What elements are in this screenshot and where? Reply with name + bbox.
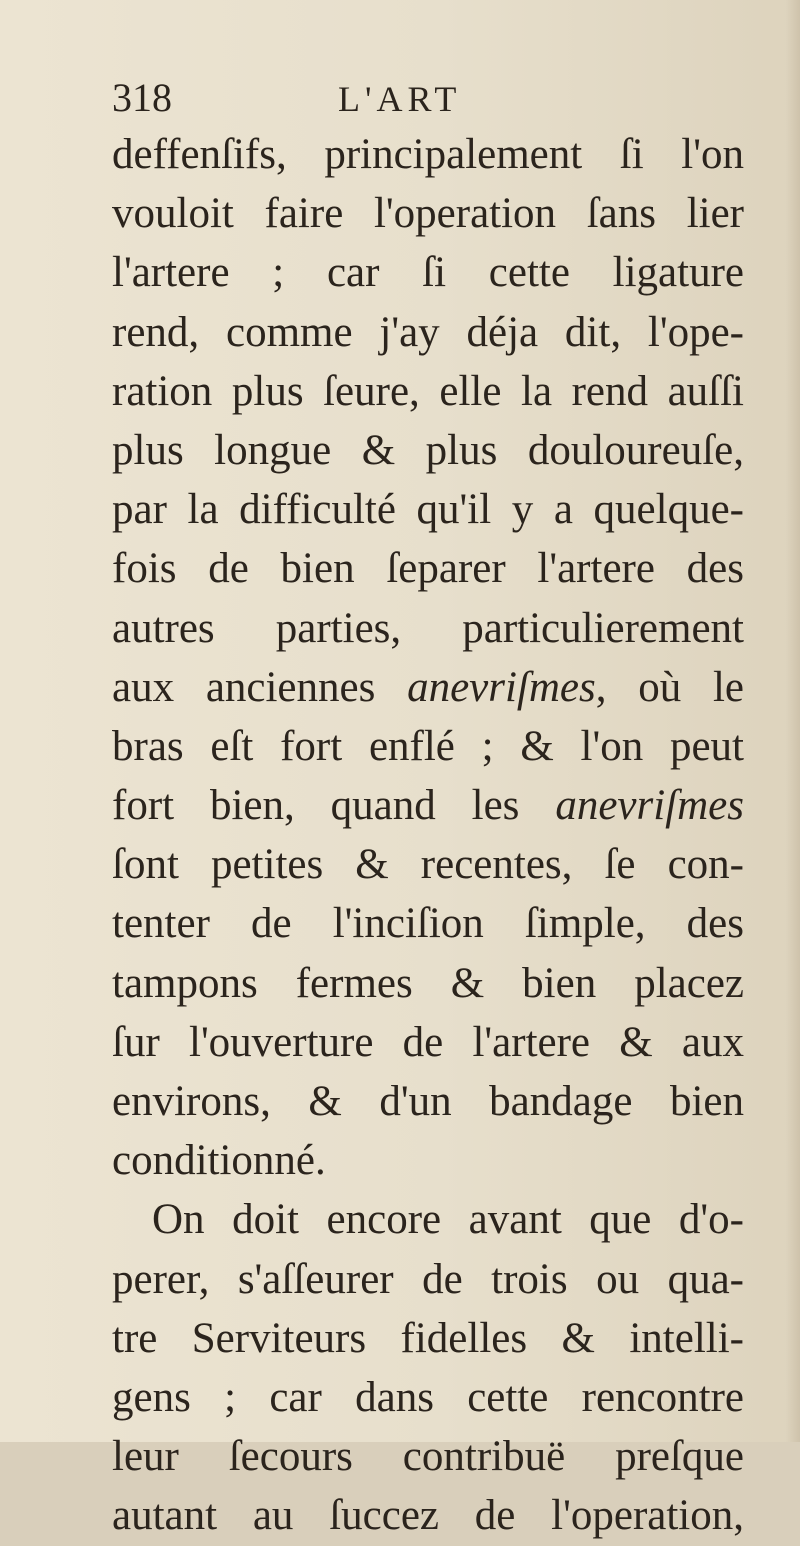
italic-term: anevriſmes <box>555 782 744 830</box>
text-line: plus longue & plus douloureuſe, <box>112 426 744 474</box>
page-header <box>112 74 532 122</box>
text-line: leur ſecours contribuë preſque <box>112 1433 744 1481</box>
text-segment: fort bien, quand les <box>112 782 556 830</box>
text-segment: aux anciennes <box>112 663 408 711</box>
running-title: L'ART <box>338 79 462 119</box>
text-line: fois de bien ſeparer l'artere des <box>112 545 744 593</box>
text-line: ſur l'ouverture de l'artere & aux <box>112 1018 744 1066</box>
text-line: autant au ſuccez de l'operation, <box>112 1492 744 1540</box>
page-number: 318 <box>112 75 172 120</box>
text-line: autres parties, particulierement <box>112 604 744 652</box>
text-line: tenter de l'inciſion ſimple, des <box>112 900 744 948</box>
body-text <box>112 125 744 1546</box>
text-line: ſont petites & recentes, ſe con- <box>112 841 744 889</box>
text-line: par la difficulté qu'il y a quelque- <box>112 486 744 534</box>
text-line: tre Serviteurs fidelles & intelli- <box>112 1314 744 1362</box>
text-line: l'artere ; car ſi cette ligature <box>112 249 744 297</box>
text-line: environs, & d'un bandage bien <box>112 1078 744 1125</box>
page-edge-shadow <box>786 0 800 1442</box>
text-line: conditionné. <box>112 1137 326 1185</box>
text-line: gens ; car dans cette rencontre <box>112 1373 744 1421</box>
text-line: perer, s'aſſeurer de trois ou qua- <box>112 1255 744 1303</box>
text-line <box>112 658 744 717</box>
text-line: bras eſt fort enflé ; & l'on peut <box>112 722 744 770</box>
paragraph-start-line: On doit encore avant que d'o- <box>152 1196 744 1244</box>
text-line: vouloit faire l'operation ſans lier <box>112 190 744 238</box>
text-segment: , où le <box>595 663 744 711</box>
text-line: ration plus ſeure, elle la rend auſſi <box>112 367 744 415</box>
text-line: rend, comme j'ay déja dit, l'ope- <box>112 308 744 356</box>
text-line: tampons fermes & bien placez <box>112 959 744 1007</box>
text-line: deffenſifs, principalement ſi l'on <box>112 131 744 178</box>
text-line <box>112 776 744 835</box>
italic-term: anevriſmes <box>407 663 596 711</box>
